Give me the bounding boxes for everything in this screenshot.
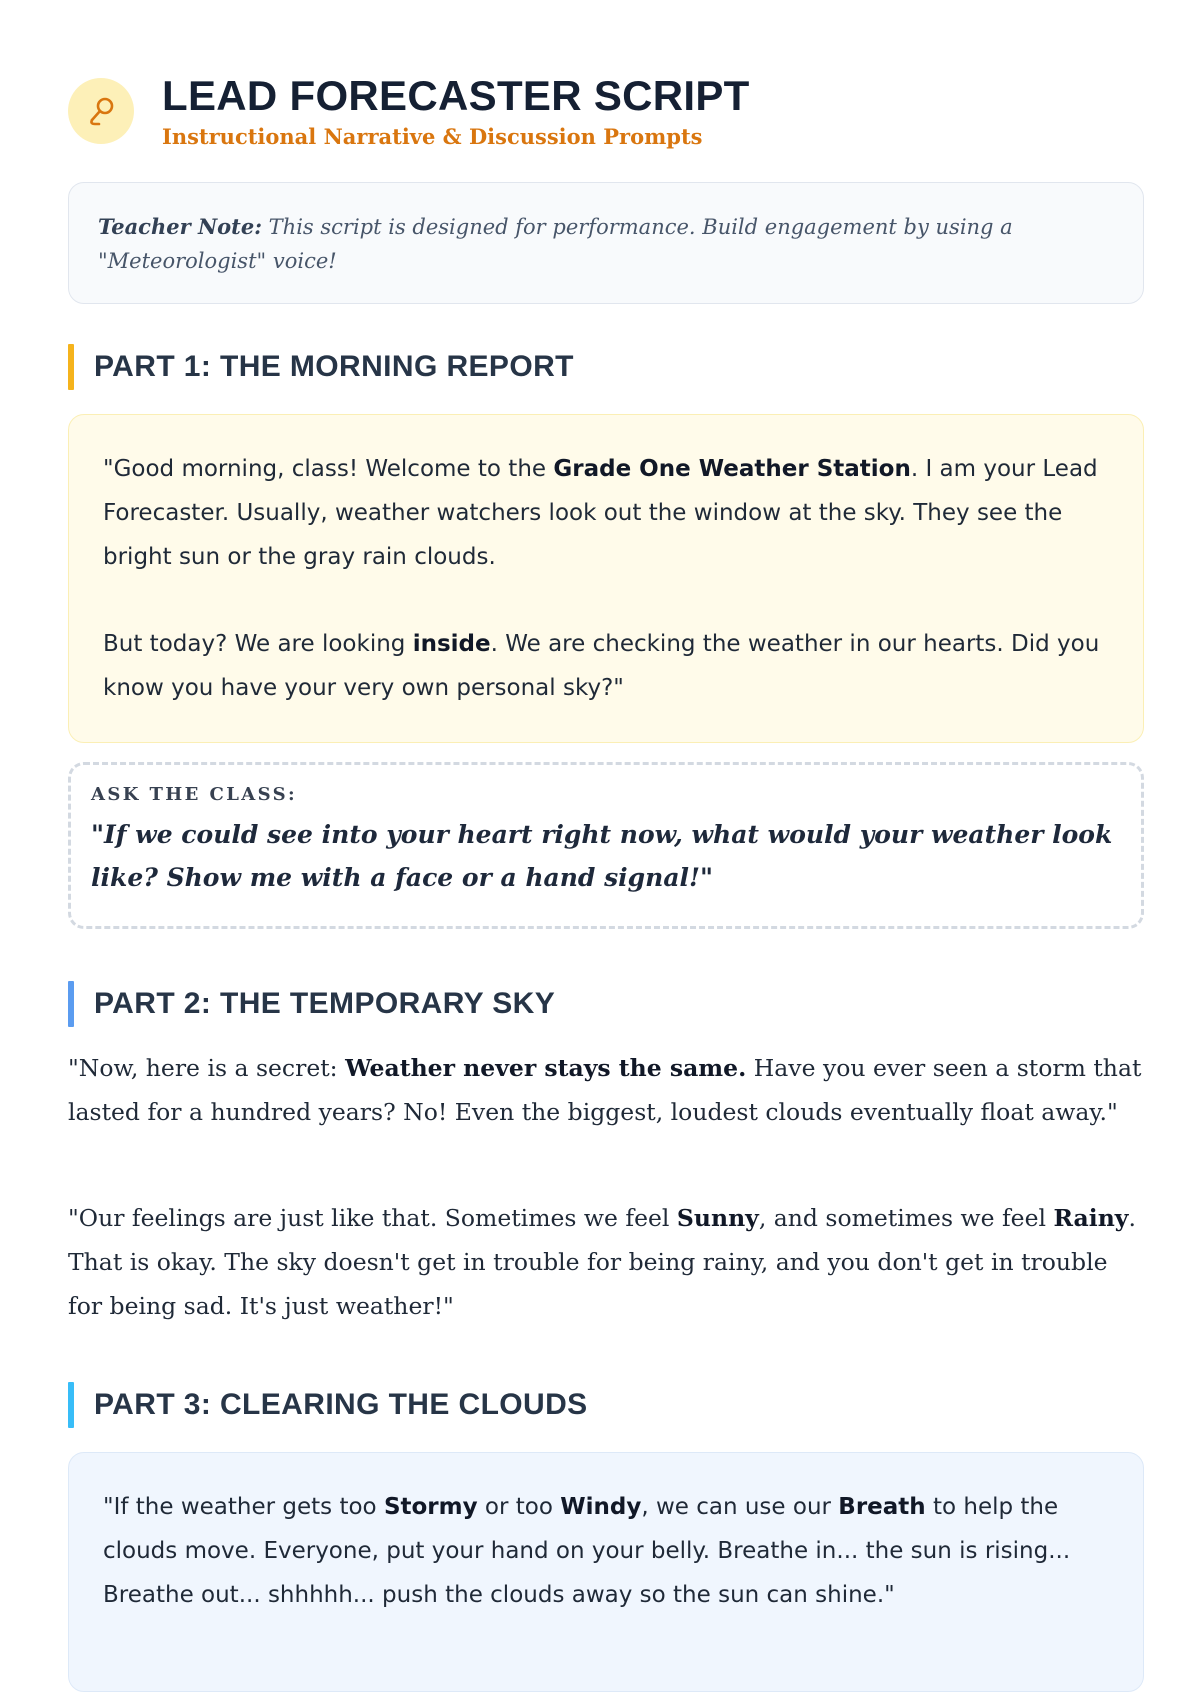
- script-paragraph: [103, 1485, 1113, 1617]
- section-accent-bar: [68, 344, 74, 390]
- morning-report-script: [68, 414, 1144, 743]
- section-heading-part-2: [68, 981, 1146, 1027]
- text-run: . We are checking the weather in our hearts. Did you know you have your very own personal sky?": [103, 631, 1100, 701]
- emphasis-text: Sunny: [676, 1204, 759, 1232]
- ask-the-class-prompt: [68, 762, 1144, 929]
- teacher-note-label: Teacher Note:: [98, 214, 262, 239]
- text-run: or too: [477, 1494, 561, 1520]
- teacher-note-text: This script is designed for performance. Build engagement by using a "Meteorologist" voice!: [98, 215, 1013, 273]
- section-title: PART 3: CLEARING THE CLOUDS: [94, 1388, 588, 1421]
- emphasis-text: Breath: [838, 1494, 926, 1520]
- emphasis-text: Grade One Weather Station: [553, 456, 911, 482]
- text-run: But today? We are looking: [103, 631, 413, 657]
- clearing-clouds-script: [68, 1452, 1144, 1692]
- text-run: "If the weather gets too: [103, 1494, 384, 1520]
- page-title: LEAD FORECASTER SCRIPT: [162, 72, 750, 119]
- section-accent-bar: [68, 981, 74, 1027]
- emphasis-text: inside: [412, 631, 491, 657]
- emphasis-text: Windy: [560, 1494, 642, 1520]
- emphasis-text: Stormy: [383, 1494, 478, 1520]
- text-run: . I am your Lead Forecaster. Usually, weather watchers look out the window at the sky. They see the bright sun or the gray rain clouds.: [103, 456, 1098, 570]
- script-paragraph: [68, 1046, 1144, 1134]
- section-title: PART 1: THE MORNING REPORT: [94, 350, 574, 383]
- text-run: "Now, here is a secret:: [68, 1054, 346, 1082]
- ask-question: "If we could see into your heart right now, what would your weather look like? Show me with a face or a hand signal!": [91, 820, 1113, 892]
- text-run: to help the clouds move. Everyone, put your hand on your belly. Breathe in... the sun is rising... Breathe out... shhhhh... push the clouds away so the sun can shine.": [103, 1494, 1071, 1608]
- text-run: , we can use our: [641, 1494, 839, 1520]
- section-accent-bar: [68, 1382, 74, 1428]
- section-heading-part-1: [68, 344, 1146, 390]
- teacher-note: [68, 182, 1144, 304]
- text-run: "Good morning, class! Welcome to the: [103, 456, 554, 482]
- ask-label: ASK THE CLASS:: [91, 784, 298, 805]
- script-paragraph: [103, 622, 1113, 710]
- section-title: PART 2: THE TEMPORARY SKY: [94, 987, 556, 1020]
- page-subtitle: Instructional Narrative & Discussion Prompts: [162, 124, 703, 149]
- emphasis-text: Weather never stays the same.: [345, 1054, 747, 1082]
- script-paragraph: [68, 1196, 1144, 1328]
- emphasis-text: Rainy: [1053, 1204, 1129, 1232]
- page-header: [68, 72, 1146, 162]
- text-run: "Our feelings are just like that. Sometimes we feel: [68, 1204, 677, 1232]
- text-run: . That is okay. The sky doesn't get in trouble for being rainy, and you don't get in trouble for being sad. It's just weather!": [68, 1204, 1136, 1320]
- text-run: , and sometimes we feel: [758, 1204, 1054, 1232]
- microphone-icon-badge: [68, 78, 134, 144]
- text-run: Have you ever seen a storm that lasted for a hundred years? No! Even the biggest, loudest clouds eventually float away.": [68, 1054, 1142, 1126]
- microphone-icon: [85, 95, 117, 127]
- section-heading-part-3: [68, 1382, 1146, 1428]
- script-paragraph: [103, 447, 1113, 579]
